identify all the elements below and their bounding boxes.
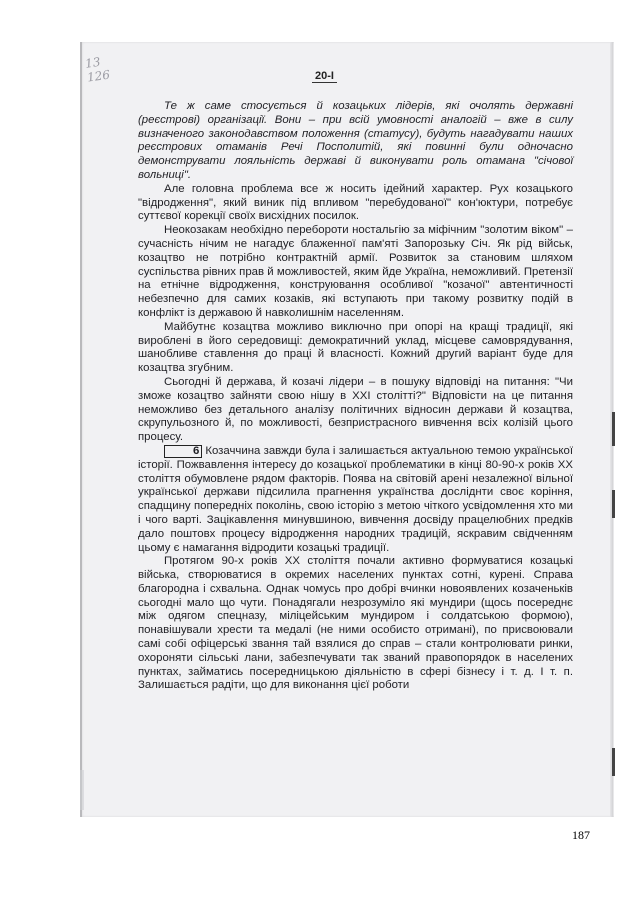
boxed-number-marker: 6 — [164, 445, 202, 458]
scan-edge-mark-3 — [612, 748, 615, 776]
paragraph-7: Протягом 90-х років XX століття почали активно формуватися козацькі війська, створюватися в окремих населених пунктах сотні, курені. Справа благородна і схвальна. Однак чомусь про добрі вчинки новоявлених козаченьків сьогодні мало що чути. Понадягали незрозуміло які мундири (щось посереднє між одягом спецназу, міліцейським мундиром і солдатською формою), понавішували хрести та медалі (не ними особисто отримані), по присвоювали самі собі офіцерські звання тай взялися до справ – стали контролювати ринки, охороняти сільські лани, забезпечувати так званий правопорядок в населених пунктах, займатись посередницькою діяльністю в сфері бізнесу і т. д. І т. п. Залишається радіти, що для виконання цієї роботи — [138, 555, 573, 692]
paragraph-2: Але головна проблема все ж носить ідейний характер. Рух козацького "відродження", який виник під впливом "перебудованої" кон'юктури, потребує суттєвої корекції своїх висхідних посилок. — [138, 182, 573, 223]
scan-edge-mark-2 — [612, 490, 615, 518]
paragraph-3: Неокозакам необхідно перебороти ностальгію за міфічним "золотим віком" – сучасність нічим не нагадує блаженної пам'яті Запорозьку Січ. Як рід військ, козацтво не потрібно контрактній армії. Розвиток за становим шляхом суспільства рівних прав й можливостей, яким йде Україна, неможливий. Претензії на етнічне відродження, конструювання особливої "козачої" автентичності небезпечно для самих козаків, які вступають при такому розвитку подій в конфлікт із державою й навколишнім населенням. — [138, 224, 573, 319]
paragraph-5: Сьогодні й держава, й козачі лідери – в пошуку відповіді на питання: "Чи зможе козацтво зайняти свою нішу в XXI столітті?" Відповісти на це питання неможливо без детального аналізу політичних відносин держави й козацтва, скрупульозного й, по можливості, безпристрасного вивчення всіх колізій цього процесу. — [138, 375, 573, 444]
paragraph-6 — [138, 445, 573, 555]
handwritten-margin-note: 13 126 — [84, 54, 111, 85]
pencil-mark — [80, 770, 84, 810]
body-text — [138, 100, 573, 693]
scan-edge-mark-1 — [612, 412, 615, 446]
page-stamp: 20-I — [312, 70, 337, 83]
page-number: 187 — [572, 828, 590, 842]
paragraph-1: Те ж саме стосується й козацьких лідерів, які очолять державні (реєстрові) організації. Вони – при всій умовності аналогій – вже в силу визначеного законодавством положення (статусу), будуть нагадувати наших реєстрових отаманів Речі Посполитій, які повинні були одночасно демонструвати лояльність державі й виконувати роль отамана "січової вольниці". — [138, 100, 573, 181]
paragraph-4: Майбутнє козацтва можливо виключно при опорі на кращі традиції, які вироблені в його середовищі: демократичний уклад, місцеве самоврядування, шанобливе ставлення до праці й власності. Кожний другий варіант буде для козацтва згубним. — [138, 320, 573, 375]
paragraph-6-text: Козаччина завжди була і залишається актуальною темою української історії. Пожвавлення інтересу до козацької проблематики в кінці 80-90-х років XX століття обумовлене рядом факторів. Поява на світовій арені незалежної вільної української держави підсилила прагнення українства досліднти своє коріння, спадщину попередніх поколінь, свою історію з метою чіткого усвідомлення хто ми і чого варті. Зацікавлення минувшиною, вивчення досвіду працелюбних предків дало поштовх процесу відродження народних традицій, яскравим свідченням цьому є намагання відродити козацькі традиції. — [138, 444, 573, 554]
